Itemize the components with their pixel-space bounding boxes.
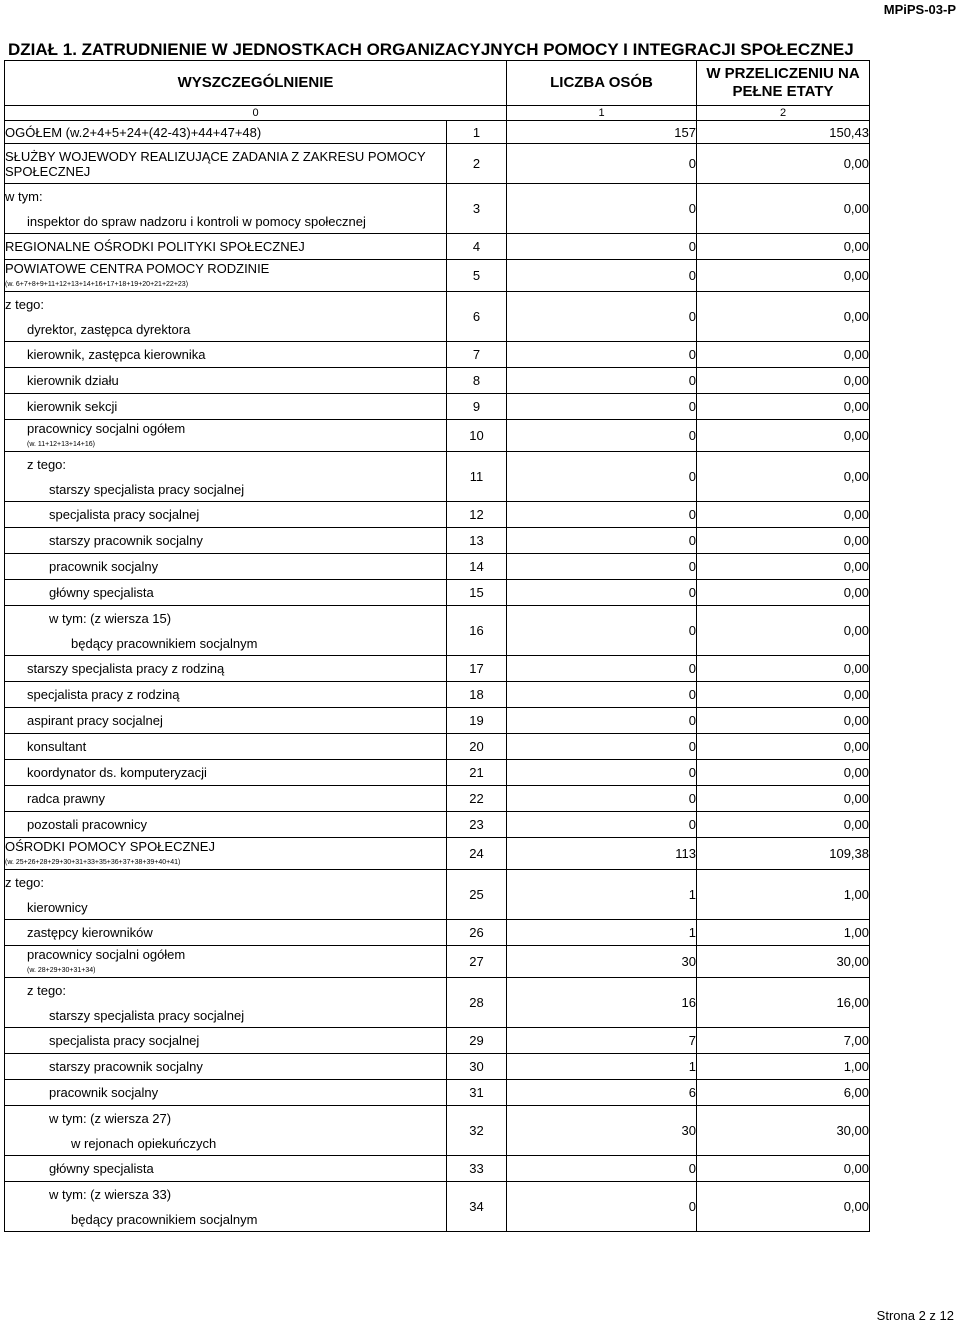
row-count: 0	[507, 368, 697, 394]
table-row	[5, 554, 870, 580]
row-label	[5, 144, 447, 184]
row-label	[5, 656, 447, 682]
row-count: 0	[507, 452, 697, 502]
row-count: 0	[507, 144, 697, 184]
table-row	[5, 786, 870, 812]
row-count: 7	[507, 1028, 697, 1054]
row-fte: 0,00	[697, 812, 870, 838]
row-count: 0	[507, 760, 697, 786]
row-label-text: starszy pracownik socjalny	[49, 533, 203, 548]
table-row	[5, 121, 870, 144]
row-number: 11	[447, 452, 507, 502]
row-fte: 30,00	[697, 1106, 870, 1156]
row-label-text: zastępcy kierowników	[27, 925, 153, 940]
row-number: 31	[447, 1080, 507, 1106]
row-label-text: konsultant	[27, 739, 87, 754]
row-number: 5	[447, 260, 507, 292]
row-fte: 0,00	[697, 580, 870, 606]
row-count: 0	[507, 708, 697, 734]
row-number: 4	[447, 234, 507, 260]
column-number-0: 0	[5, 106, 507, 121]
row-number: 17	[447, 656, 507, 682]
row-label-text: pracownicy socjalni ogółem	[27, 421, 186, 436]
row-count: 0	[507, 394, 697, 420]
table-row	[5, 144, 870, 184]
page-footer: Strona 2 z 12	[876, 1308, 954, 1323]
row-label-text: w tym: (z wiersza 15)	[49, 610, 172, 626]
row-fte: 0,00	[697, 1182, 870, 1232]
header-count: LICZBA OSÓB	[507, 61, 697, 106]
row-label	[5, 342, 447, 368]
row-number: 7	[447, 342, 507, 368]
row-label	[5, 920, 447, 946]
table-row	[5, 606, 870, 656]
row-count: 0	[507, 656, 697, 682]
row-fte: 1,00	[697, 1054, 870, 1080]
table-row	[5, 812, 870, 838]
row-number: 21	[447, 760, 507, 786]
row-fte: 1,00	[697, 870, 870, 920]
row-label-text: radca prawny	[27, 791, 106, 806]
row-label-text: będący pracownikiem socjalnym	[71, 635, 258, 651]
row-label	[5, 580, 447, 606]
row-label-text: specjalista pracy socjalnej	[49, 1033, 200, 1048]
row-label	[5, 734, 447, 760]
row-label-text: pozostali pracownicy	[27, 817, 147, 832]
row-fte: 0,00	[697, 452, 870, 502]
row-label	[5, 1156, 447, 1182]
table-row	[5, 946, 870, 978]
table-row	[5, 734, 870, 760]
row-label	[5, 682, 447, 708]
row-count: 0	[507, 812, 697, 838]
row-number: 10	[447, 420, 507, 452]
row-label	[5, 184, 447, 234]
row-label	[5, 786, 447, 812]
row-label	[5, 1054, 447, 1080]
row-label	[5, 368, 447, 394]
row-number: 24	[447, 838, 507, 870]
employment-table	[4, 60, 870, 1232]
row-label-text: starszy pracownik socjalny	[49, 1059, 203, 1074]
row-number: 9	[447, 394, 507, 420]
table-row	[5, 920, 870, 946]
row-number: 28	[447, 978, 507, 1028]
row-label-text: OGÓŁEM (w.2+4+5+24+(42-43)+44+47+48)	[5, 124, 262, 140]
form-code: MPiPS-03-P	[883, 2, 956, 17]
row-number: 14	[447, 554, 507, 580]
row-count: 0	[507, 528, 697, 554]
table-body	[5, 121, 870, 1232]
row-fte: 0,00	[697, 708, 870, 734]
row-number: 13	[447, 528, 507, 554]
table-row	[5, 1106, 870, 1156]
row-label-text: dyrektor, zastępca dyrektora	[27, 321, 191, 337]
row-formula: (w. 25+26+28+29+30+31+33+35+36+37+38+39+40+41)	[5, 859, 181, 866]
row-count: 0	[507, 580, 697, 606]
row-fte: 0,00	[697, 606, 870, 656]
row-count: 0	[507, 260, 697, 292]
row-fte: 0,00	[697, 682, 870, 708]
row-number: 29	[447, 1028, 507, 1054]
row-fte: 0,00	[697, 1156, 870, 1182]
table-row	[5, 708, 870, 734]
table-row	[5, 502, 870, 528]
table-row	[5, 234, 870, 260]
row-count: 0	[507, 606, 697, 656]
table-row	[5, 292, 870, 342]
row-count: 6	[507, 1080, 697, 1106]
row-label	[5, 838, 447, 870]
row-count: 0	[507, 734, 697, 760]
row-label-text: w tym: (z wiersza 27)	[49, 1110, 172, 1126]
row-number: 18	[447, 682, 507, 708]
row-label	[5, 452, 447, 502]
column-number-1: 1	[507, 106, 697, 121]
table-row	[5, 528, 870, 554]
row-label	[5, 1106, 447, 1156]
row-label	[5, 978, 447, 1028]
row-label-text: inspektor do spraw nadzoru i kontroli w pomocy społecznej	[27, 213, 366, 229]
row-fte: 0,00	[697, 554, 870, 580]
row-count: 0	[507, 786, 697, 812]
row-label	[5, 1080, 447, 1106]
row-label-text: główny specjalista	[49, 1161, 154, 1176]
row-label	[5, 292, 447, 342]
row-fte: 0,00	[697, 260, 870, 292]
row-label-text: w tym: (z wiersza 33)	[49, 1186, 172, 1202]
row-label-text: kierownik sekcji	[27, 399, 118, 414]
row-number: 12	[447, 502, 507, 528]
table-row	[5, 260, 870, 292]
row-count: 1	[507, 870, 697, 920]
row-fte: 0,00	[697, 420, 870, 452]
row-fte: 0,00	[697, 734, 870, 760]
row-label-text: kierownik działu	[27, 373, 119, 388]
row-label	[5, 260, 447, 292]
row-label-text: z tego:	[27, 456, 67, 472]
table-row	[5, 452, 870, 502]
row-label	[5, 1182, 447, 1232]
row-count: 30	[507, 946, 697, 978]
row-label	[5, 606, 447, 656]
table-row	[5, 838, 870, 870]
row-fte: 0,00	[697, 760, 870, 786]
table-row	[5, 420, 870, 452]
row-number: 26	[447, 920, 507, 946]
row-fte: 150,43	[697, 121, 870, 144]
row-label-text: w rejonach opiekuńczych	[71, 1135, 217, 1151]
table-row	[5, 1182, 870, 1232]
row-count: 0	[507, 420, 697, 452]
row-count: 0	[507, 292, 697, 342]
row-label-text: POWIATOWE CENTRA POMOCY RODZINIE	[5, 261, 270, 276]
row-fte: 0,00	[697, 502, 870, 528]
row-label-text: w tym:	[5, 188, 43, 204]
row-count: 0	[507, 342, 697, 368]
row-fte: 0,00	[697, 234, 870, 260]
row-fte: 6,00	[697, 1080, 870, 1106]
row-number: 1	[447, 121, 507, 144]
row-label	[5, 708, 447, 734]
row-label-text: pracownik socjalny	[49, 1085, 159, 1100]
row-label-text: pracownicy socjalni ogółem	[27, 947, 186, 962]
row-number: 2	[447, 144, 507, 184]
row-fte: 0,00	[697, 368, 870, 394]
row-count: 1	[507, 920, 697, 946]
row-fte: 0,00	[697, 342, 870, 368]
table-row	[5, 394, 870, 420]
row-label	[5, 554, 447, 580]
row-label	[5, 1028, 447, 1054]
table-row	[5, 1054, 870, 1080]
row-number: 34	[447, 1182, 507, 1232]
row-formula: (w. 28+29+30+31+34)	[27, 967, 96, 974]
row-fte: 0,00	[697, 144, 870, 184]
table-row	[5, 978, 870, 1028]
row-fte: 0,00	[697, 394, 870, 420]
row-fte: 0,00	[697, 656, 870, 682]
table-row	[5, 368, 870, 394]
row-number: 20	[447, 734, 507, 760]
header-fte: W PRZELICZENIU NA PEŁNE ETATY	[697, 61, 870, 106]
row-label	[5, 760, 447, 786]
row-count: 16	[507, 978, 697, 1028]
row-count: 30	[507, 1106, 697, 1156]
row-number: 30	[447, 1054, 507, 1080]
row-number: 16	[447, 606, 507, 656]
row-label	[5, 946, 447, 978]
row-fte: 0,00	[697, 786, 870, 812]
row-label-text: specjalista pracy socjalnej	[49, 507, 200, 522]
row-label	[5, 420, 447, 452]
column-number-2: 2	[697, 106, 870, 121]
row-label	[5, 234, 447, 260]
row-label	[5, 870, 447, 920]
section-title: DZIAŁ 1. ZATRUDNIENIE W JEDNOSTKACH ORGANIZACYJNYCH POMOCY I INTEGRACJI SPOŁECZNEJ	[8, 40, 854, 59]
row-label-text: główny specjalista	[49, 585, 154, 600]
row-number: 22	[447, 786, 507, 812]
row-fte: 109,38	[697, 838, 870, 870]
row-label-text: REGIONALNE OŚRODKI POLITYKI SPOŁECZNEJ	[5, 239, 305, 254]
row-number: 23	[447, 812, 507, 838]
table-row	[5, 580, 870, 606]
row-label-text: z tego:	[27, 982, 67, 998]
row-count: 0	[507, 1182, 697, 1232]
row-count: 0	[507, 502, 697, 528]
row-label-text: starszy specjalista pracy socjalnej	[49, 481, 245, 497]
table-row	[5, 760, 870, 786]
header-description: WYSZCZEGÓLNIENIE	[5, 61, 507, 106]
table-row	[5, 1080, 870, 1106]
row-fte: 1,00	[697, 920, 870, 946]
row-number: 27	[447, 946, 507, 978]
table-row	[5, 656, 870, 682]
table-row	[5, 870, 870, 920]
table-row	[5, 1028, 870, 1054]
row-label-text: SŁUŻBY WOJEWODY REALIZUJĄCE ZADANIA Z ZAKRESU POMOCY SPOŁECZNEJ	[5, 148, 426, 179]
row-number: 32	[447, 1106, 507, 1156]
row-label-text: starszy specjalista pracy socjalnej	[49, 1007, 245, 1023]
row-number: 6	[447, 292, 507, 342]
row-label-text: będący pracownikiem socjalnym	[71, 1211, 258, 1227]
table-row	[5, 342, 870, 368]
row-fte: 30,00	[697, 946, 870, 978]
row-fte: 0,00	[697, 292, 870, 342]
row-fte: 7,00	[697, 1028, 870, 1054]
row-number: 33	[447, 1156, 507, 1182]
row-label	[5, 394, 447, 420]
table-row	[5, 184, 870, 234]
row-fte: 16,00	[697, 978, 870, 1028]
row-label	[5, 812, 447, 838]
row-label-text: z tego:	[5, 874, 45, 890]
row-fte: 0,00	[697, 184, 870, 234]
row-fte: 0,00	[697, 528, 870, 554]
row-number: 25	[447, 870, 507, 920]
row-formula: (w. 11+12+13+14+16)	[27, 441, 95, 448]
row-label-text: z tego:	[5, 296, 45, 312]
row-number: 19	[447, 708, 507, 734]
row-label-text: kierownik, zastępca kierownika	[27, 347, 206, 362]
row-label-text: aspirant pracy socjalnej	[27, 713, 163, 728]
row-count: 157	[507, 121, 697, 144]
row-label-text: koordynator ds. komputeryzacji	[27, 765, 207, 780]
row-count: 0	[507, 554, 697, 580]
row-label-text: pracownik socjalny	[49, 559, 159, 574]
row-label-text: OŚRODKI POMOCY SPOŁECZNEJ	[5, 839, 215, 854]
row-label	[5, 528, 447, 554]
row-label-text: starszy specjalista pracy z rodziną	[27, 661, 225, 676]
row-label	[5, 121, 447, 144]
row-number: 15	[447, 580, 507, 606]
row-number: 8	[447, 368, 507, 394]
row-label-text: specjalista pracy z rodziną	[27, 687, 180, 702]
row-formula: (w. 6+7+8+9+11+12+13+14+16+17+18+19+20+21+22+23)	[5, 281, 189, 288]
row-count: 0	[507, 682, 697, 708]
table-row	[5, 1156, 870, 1182]
row-label	[5, 502, 447, 528]
row-count: 0	[507, 1156, 697, 1182]
table-row	[5, 682, 870, 708]
row-count: 113	[507, 838, 697, 870]
row-count: 0	[507, 234, 697, 260]
row-number: 3	[447, 184, 507, 234]
row-count: 1	[507, 1054, 697, 1080]
row-count: 0	[507, 184, 697, 234]
row-label-text: kierownicy	[27, 899, 88, 915]
